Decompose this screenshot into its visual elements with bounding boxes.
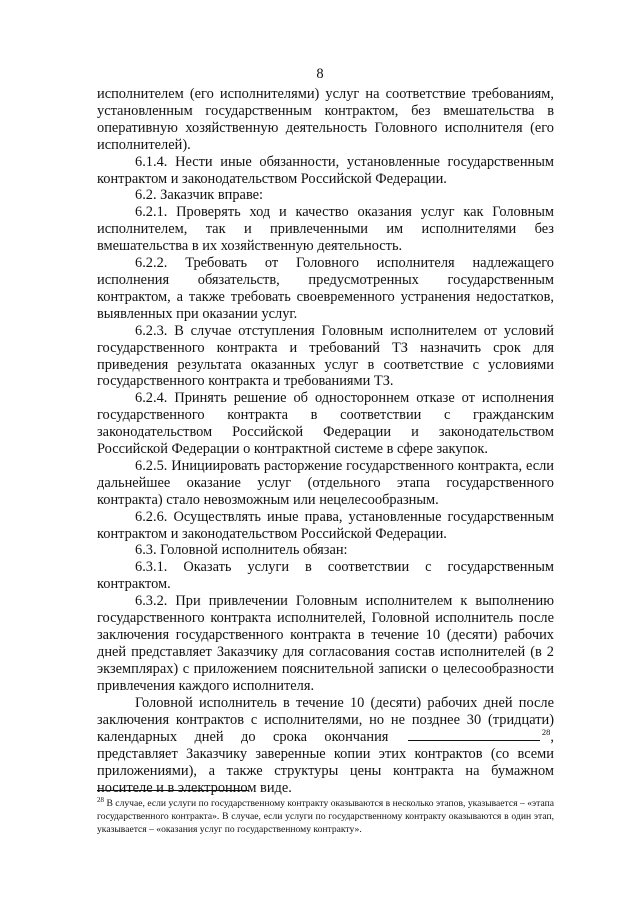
paragraph-6-1-4: 6.1.4. Нести иные обязанности, установленные государственным контрактом и законодательством Российской Федерации. bbox=[97, 153, 554, 187]
paragraph-copies-of-contracts bbox=[97, 695, 554, 797]
paragraph-text-after-blank: , представляет Заказчику заверенные копии этих контрактов (со всеми приложениями), а также структуры цены контракта на бумажном носителе и в электронном виде. bbox=[97, 729, 554, 797]
heading-6-2: 6.2. Заказчик вправе: bbox=[135, 187, 264, 204]
paragraph-6-2-5: 6.2.5. Инициировать расторжение государственного контракта, если дальнейшее оказание услуг (отдельного этапа государственного контракта) стало невозможным или нецелесообразным. bbox=[97, 457, 554, 508]
heading-6-3: 6.3. Головной исполнитель обязан: bbox=[135, 542, 348, 559]
paragraph-text-before-blank: Головной исполнитель в течение 10 (десяти) рабочих дней после заключения контрактов с исполнителями, но не позднее 30 (тридцати) календарных дней до срока окончания bbox=[97, 694, 554, 746]
footnote-separator bbox=[97, 790, 249, 791]
fill-in-blank bbox=[408, 728, 540, 741]
footnote-mark: 28 bbox=[97, 795, 104, 804]
paragraph: исполнителем (его исполнителями) услуг на соответствие требованиям, установленным государственным контрактом, без вмешательства в оперативную хозяйственную деятельность Головного исполнителя (его исполнителей). bbox=[97, 86, 554, 153]
document-body bbox=[97, 86, 554, 797]
footnote-text: В случае, если услуги по государственному контракту оказываются в несколько этапов, указывается – «этапа государственного контракта». В случае, если услуги по государственному контракту оказываются в один этап, указывается – «оказания услуг по государственному контракту». bbox=[97, 798, 554, 835]
paragraph-6-3-2: 6.3.2. При привлечении Головным исполнителем к выполнению государственного контракта исполнителей, Головной исполнитель после заключения государственного контракта в течение 10 (десяти) рабочих дней представляет Заказчику для согласования состав исполнителей (в 2 экземплярах) с приложением пояснительной записки о целесообразности привлечения каждого исполнителя. bbox=[97, 593, 554, 694]
footnote bbox=[97, 797, 554, 836]
paragraph-6-2-2: 6.2.2. Требовать от Головного исполнителя надлежащего исполнения обязательств, предусмотренных государственным контрактом, а также требовать своевременного устранения недостатков, выявленных при оказании услуг. bbox=[97, 255, 554, 322]
paragraph-6-2-4: 6.2.4. Принять решение об одностороннем отказе от исполнения государственного контракта в соответствии с гражданским законодательством Российской Федерации и законодательством Российской Федерации о контрактной системе в сфере закупок. bbox=[97, 390, 554, 458]
paragraph-6-2-1: 6.2.1. Проверять ход и качество оказания услуг как Головным исполнителем, так и привлеченными им исполнителями без вмешательства в их хозяйственную деятельность. bbox=[97, 204, 554, 255]
paragraph-6-3-1: 6.3.1. Оказать услуги в соответствии с государственным контрактом. bbox=[97, 559, 554, 593]
paragraph-6-2-3: 6.2.3. В случае отступления Головным исполнителем от условий государственного контракта и требований ТЗ назначить срок для приведения результата оказанных услуг в соответствие с условиями государственного контракта и требованиями ТЗ. bbox=[97, 322, 554, 390]
footnote-reference: 28 bbox=[541, 727, 551, 738]
paragraph-6-2-6: 6.2.6. Осуществлять иные права, установленные государственным контрактом и законодательством Российской Федерации. bbox=[97, 508, 554, 542]
page-number: 8 bbox=[316, 66, 324, 82]
